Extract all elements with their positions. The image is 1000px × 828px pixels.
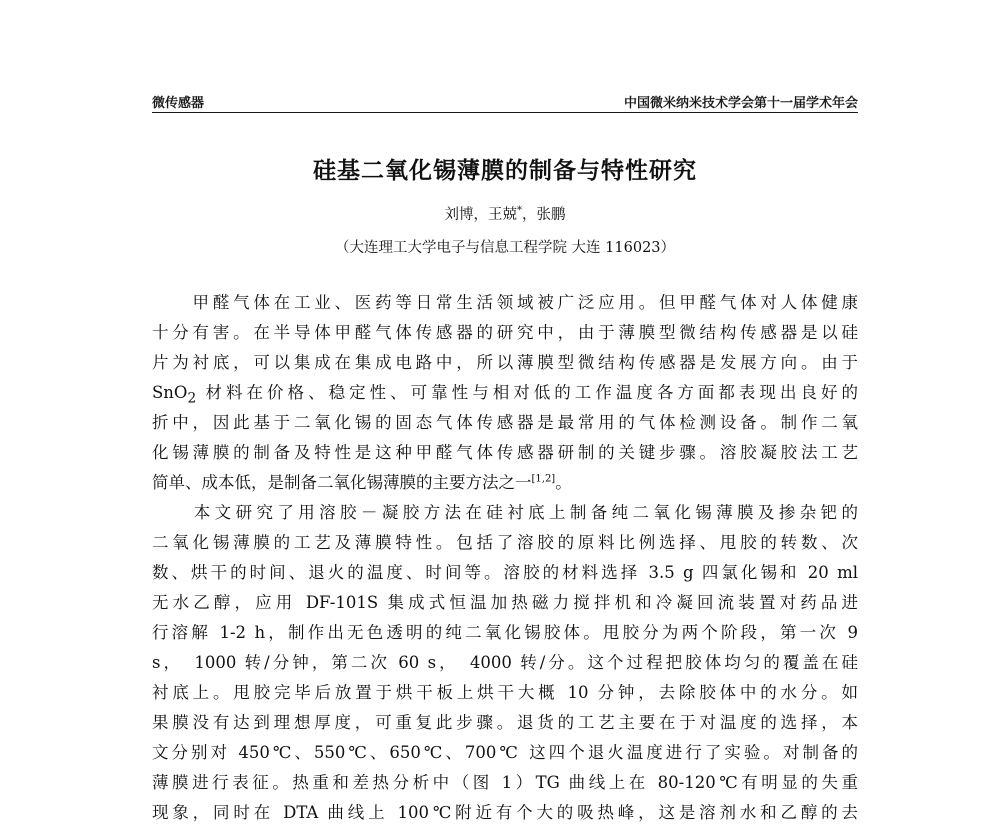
citation-ref: [1,2] <box>531 473 556 485</box>
text-line: 文分别对 450℃、550℃、650℃、700℃ 这四个退火温度进行了实验。对制备的 <box>152 743 858 762</box>
author-names-a: 刘博，王兢 <box>444 207 517 223</box>
text-line: 化锡薄膜的制备及特性是这种甲醛气体传感器研制的关键步骤。溶胶凝胶法工艺 <box>152 443 858 462</box>
paper-title: 硅基二氧化锡薄膜的制备与特性研究 <box>313 158 697 184</box>
text-line <box>152 378 858 408</box>
formula-sno2: SnO <box>152 383 188 402</box>
text-line: 十分有害。在半导体甲醛气体传感器的研究中，由于薄膜型微结构传感器是以硅 <box>152 323 858 342</box>
text-line: s， 1000 转/分钟，第二次 60 s， 4000 转/分。这个过程把胶体均匀的覆盖在硅 <box>152 653 858 672</box>
text-line: 片为衬底，可以集成在集成电路中，所以薄膜型微结构传感器是发展方向。由于 <box>152 353 858 372</box>
text-line: 本文研究了用溶胶－凝胶方法在硅衬底上制备纯二氧化锡薄膜及掺杂钯的 <box>152 503 858 522</box>
header-conference-name: 中国微米纳米技术学会第十一届学术年会 <box>623 96 858 111</box>
text-line: 折中，因此基于二氧化锡的固态气体传感器是最常用的气体检测设备。制作二氧 <box>152 413 858 432</box>
header-section-label: 微传感器 <box>152 96 205 111</box>
text-line-end: 。 <box>555 473 572 492</box>
body-text <box>152 288 858 828</box>
affiliation: （大连理工大学电子与信息工程学院 大连 116023） <box>334 240 676 256</box>
text-line-start: 简单、成本低，是制备二氧化锡薄膜的主要方法之一 <box>152 473 532 492</box>
text-line: 二氧化锡薄膜的工艺及薄膜特性。包括了溶胶的原料比例选择、甩胶的转数、次 <box>152 533 858 552</box>
text-line: 衬底上。甩胶完毕后放置于烘干板上烘干大概 10 分钟，去除胶体中的水分。如 <box>152 683 858 702</box>
text-line <box>152 468 858 498</box>
text-line: 无水乙醇，应用 DF-101S 集成式恒温加热磁力搅拌机和冷凝回流装置对药品进 <box>152 593 858 612</box>
text-line: 薄膜进行表征。热重和差热分析中（图 1）TG 曲线上在 80-120℃有明显的失重 <box>152 773 858 792</box>
author-line <box>152 203 858 224</box>
author-names-b: ，张鹏 <box>522 207 566 223</box>
text-line: 数、烘干的时间、退火的温度、时间等。溶胶的材料选择 3.5 g 四氯化锡和 20 ml <box>152 563 858 582</box>
formula-subscript: 2 <box>187 390 197 407</box>
text-line-rest: 材料在价格、稳定性、可靠性与相对低的工作温度各方面都表现出良好的 <box>196 383 858 402</box>
corresponding-author-mark: * <box>517 205 522 217</box>
text-line: 现象，同时在 DTA 曲线上 100℃附近有个大的吸热峰，这是溶剂水和乙醇的去 <box>152 803 858 822</box>
text-line: 甲醛气体在工业、医药等日常生活领域被广泛应用。但甲醛气体对人体健康 <box>152 293 858 312</box>
running-header <box>152 90 858 113</box>
text-line: 行溶解 1-2 h，制作出无色透明的纯二氧化锡胶体。甩胶分为两个阶段，第一次 9 <box>152 623 858 642</box>
text-line: 果膜没有达到理想厚度，可重复此步骤。退货的工艺主要在于对温度的选择，本 <box>152 713 858 732</box>
